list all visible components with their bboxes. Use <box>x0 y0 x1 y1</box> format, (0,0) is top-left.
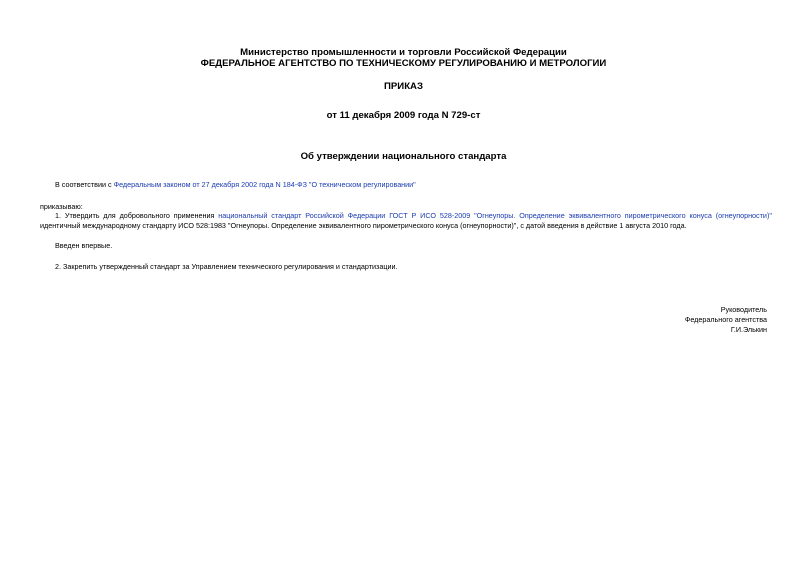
gost-standard-link-word[interactable]: Федерации <box>347 211 386 220</box>
signature-position: Руководитель <box>720 305 767 314</box>
signature-organization: Федерального агентства <box>684 315 767 324</box>
agency-name: ФЕДЕРАЛЬНОЕ АГЕНТСТВО ПО ТЕХНИЧЕСКОМУ РЕГУЛИРОВАНИЮ И МЕТРОЛОГИИ <box>200 58 607 69</box>
gost-standard-link-word[interactable]: Российской <box>305 211 344 220</box>
gost-standard-link-word[interactable]: 528-2009 <box>439 211 471 220</box>
gost-standard-link-word[interactable]: Р <box>411 211 417 220</box>
ministry-name: Министерство промышленности и торговли Российской Федерации <box>240 47 567 58</box>
item1-word: 1. <box>55 211 61 220</box>
gost-standard-link-word[interactable]: ИСО <box>420 211 436 220</box>
gost-standard-link-word[interactable]: стандарт <box>271 211 302 220</box>
federal-law-link[interactable]: Федеральным законом от 27 декабря 2002 года N 184-ФЗ "О техническом регулировании" <box>113 180 416 189</box>
order-date-number: от 11 декабря 2009 года N 729-ст <box>326 110 481 121</box>
introduced-note: Введен впервые. <box>55 241 113 250</box>
item1-line1 <box>55 211 772 220</box>
gost-standard-link-word[interactable]: (огнеупорности)" <box>715 211 772 220</box>
order-word: приказываю: <box>40 202 83 211</box>
item1-word: для <box>103 211 116 220</box>
item1-line2: идентичный международному стандарту ИСО 528:1983 "Огнеупоры. Определение эквивалентного пирометрического конуса (огнеупорности)", с датой введения в действие 1 августа 2010 года. <box>40 221 687 230</box>
preamble-prefix: В соответствии с <box>55 180 114 189</box>
item1-word: добровольного <box>119 211 170 220</box>
gost-standard-link-word[interactable]: "Огнеупоры. <box>474 211 516 220</box>
gost-standard-link-word[interactable]: ГОСТ <box>389 211 408 220</box>
gost-standard-link-word[interactable]: национальный <box>218 211 268 220</box>
signature-name: Г.И.Элькин <box>730 325 767 334</box>
order-title: Об утверждении национального стандарта <box>300 151 507 162</box>
gost-standard-link-word[interactable]: Определение <box>519 211 565 220</box>
item1-word: применения <box>173 211 215 220</box>
gost-standard-link-word[interactable]: эквивалентного <box>568 211 621 220</box>
preamble-paragraph <box>55 180 416 189</box>
gost-standard-link-word[interactable]: пирометрического <box>624 211 686 220</box>
gost-standard-link-word[interactable]: конуса <box>689 211 712 220</box>
item1-word: Утвердить <box>64 211 100 220</box>
item2-paragraph: 2. Закрепить утвержденный стандарт за Управлением технического регулирования и стандартизации. <box>55 262 398 271</box>
document-type: ПРИКАЗ <box>384 81 423 92</box>
